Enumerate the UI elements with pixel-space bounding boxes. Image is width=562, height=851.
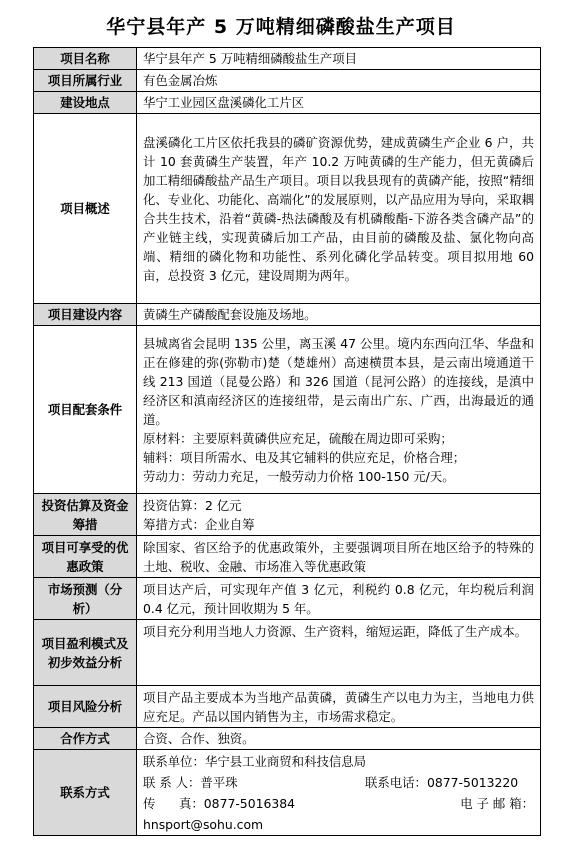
row-overview [34,114,541,304]
value-location: 华宁工业园区盘溪磷化工片区 [137,92,541,114]
contact-phone: 联系电话：0877-5013220 [365,774,519,790]
value-investment [137,494,541,536]
contact-email-label: 电 子 邮 箱： [460,795,534,811]
row-contact [34,750,541,836]
value-construction-content: 黄磷生产磷酸配套设施及场地。 [137,304,541,326]
row-investment [34,494,541,536]
row-conditions [34,326,541,494]
label-forecast: 市场预测（分析） [34,578,137,620]
row-policy [34,536,541,578]
value-forecast: 项目达产后，可实现年产值 3 亿元，利税约 0.8 亿元，年均税后利润 0.4 亿元，预计回收期为 5 年。 [137,578,541,620]
conditions-auxiliary: 辅料：项目所需水、电及其它辅料的供应充足，价格合理； [143,449,466,465]
label-conditions: 项目配套条件 [34,326,137,494]
row-location [34,92,541,114]
conditions-labor: 劳动力：劳动力充足，一般劳动力价格 100-150 元/天。 [143,468,455,484]
label-overview: 项目概述 [34,114,137,304]
label-industry: 项目所属行业 [34,70,137,92]
value-conditions [137,326,541,494]
value-overview: 盘溪磷化工片区依托我县的磷矿资源优势，建成黄磷生产企业 6 户，共计 10 套黄磷生产装置，年产 10.2 万吨黄磷的生产能力，但无黄磷后加工精细磷酸盐产品生产项目。项目以我县现有的黄磷产能，按照“精细化、专业化、功能化、高端化”的发展原则，以产品应用为导向，采取耦合共生技术，沿着“黄磷-热法磷酸及有机磷酸酯-下游各类含磷产品”的产业链主线，实现黄磷后加工产品，由目前的磷酸及盐、氯化物向高端、精细的磷化物和功能性、系列化磷化学品转变。项目拟用地 60 亩，总投资 3 亿元，建设周期为两年。 [137,114,541,304]
project-info-table [33,47,541,836]
row-risk [34,686,541,728]
label-cooperation: 合作方式 [34,728,137,750]
investment-estimate: 投资估算：2 亿元 [143,497,242,513]
contact-line-fax [143,793,534,814]
contact-fax: 传 真：0877-5016384 [143,795,295,811]
value-policy: 除国家、省区给予的优惠政策外，主要强调项目所在地区给予的特殊的土地、税收、金融、市场准入等优惠政策 [137,536,541,578]
document-title: 华宁县年产 5 万吨精细磷酸盐生产项目 [106,16,456,38]
label-location: 建设地点 [34,92,137,114]
conditions-raw-material: 原材料：主要原料黄磷供应充足，硫酸在周边即可采购； [143,430,453,446]
investment-funding: 筹措方式：企业自筹 [143,516,255,532]
contact-email: hnsport@sohu.com [143,816,264,832]
value-contact [137,750,541,836]
row-profit [34,620,541,686]
label-profit: 项目盈利模式及初步效益分析 [34,620,137,686]
value-cooperation: 合资、合作、独资。 [137,728,541,750]
value-project-name: 华宁县年产 5 万吨精细磷酸盐生产项目 [137,48,541,70]
row-cooperation [34,728,541,750]
contact-unit: 联系单位：华宁县工业商贸和科技信息局 [143,753,367,769]
row-industry [34,70,541,92]
row-construction-content [34,304,541,326]
value-industry: 有色金属冶炼 [137,70,541,92]
label-contact: 联系方式 [34,750,137,836]
contact-line-person [143,772,534,793]
row-project-name [34,48,541,70]
contact-person: 联 系 人：普平珠 [143,774,238,790]
label-risk: 项目风险分析 [34,686,137,728]
label-project-name: 项目名称 [34,48,137,70]
label-investment: 投资估算及资金筹措 [34,494,137,536]
label-policy: 项目可享受的优惠政策 [34,536,137,578]
value-risk: 项目产品主要成本为当地产品黄磷，黄磷生产以电力为主，当地电力供应充足。产品以国内销售为主，市场需求稳定。 [137,686,541,728]
conditions-traffic: 县城离省会昆明 135 公里，离玉溪 47 公里。境内东西向江华、华盘和正在修建的弥(弥勒市)楚（楚雄州）高速横贯本县，是云南出境通道干线 213 国道（昆曼公路）和 326 国道（昆河公路）的连接线，是滇中经济区和滇南经济区的连接纽带，是云南出广东、广西，出海最近的通道。 [143,335,534,427]
row-forecast [34,578,541,620]
value-profit: 项目充分利用当地人力资源、生产资料，缩短运距，降低了生产成本。 [137,620,541,686]
label-construction-content: 项目建设内容 [34,304,137,326]
